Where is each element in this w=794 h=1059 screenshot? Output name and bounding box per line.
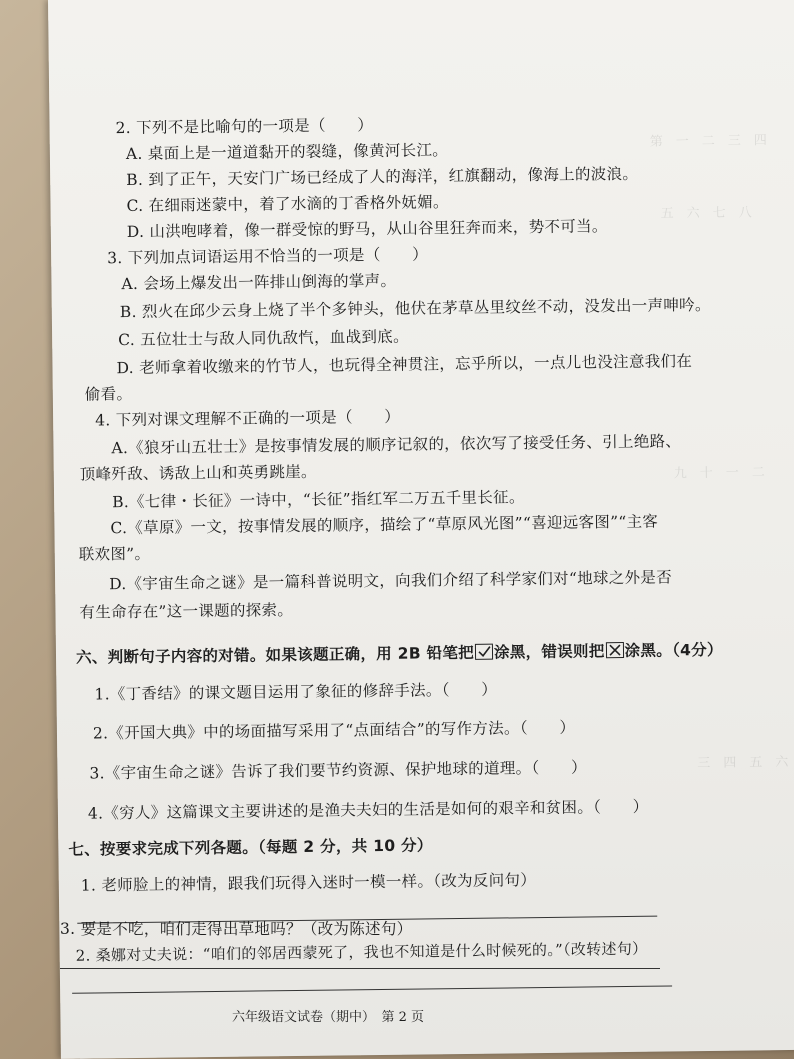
question-3-option-c: C. 五位壮士与敌人同仇敌忾，血战到底。 [118,327,409,350]
exam-page [48,0,794,1059]
section-6-title-part3: 涂黑。（4分） [624,640,723,661]
section-7-item-3: 3. 要是不吃，咱们走得出草地吗？（改为陈述句） [60,920,413,938]
question-3-option-d-line2: 偷看。 [84,385,133,404]
section-6-title [76,638,723,668]
question-2-option-a: A. 桌面上是一道道黏开的裂缝，像黄河长江。 [125,141,449,164]
answer-line-3[interactable] [60,968,660,969]
page-footer: 六年级语文试卷（期中） 第 2 页 [232,1010,425,1025]
question-3-stem: 3. 下列加点词语运用不恰当的一项是（ ） [107,245,429,268]
section-6-item-2: 2.《开国大典》中的场面描写采用了“点面结合”的写作方法。（ ） [92,718,576,743]
section-7-title: 七、按要求完成下列各题。（每题 2 分，共 10 分） [68,836,433,859]
question-4-option-c-line1: C.《草原》一文，按事情发展的顺序，描绘了“草原风光图”“喜迎远客图”“主客 [110,512,659,538]
bleed-through: 五 六 七 八 [660,205,752,222]
question-2-option-b: B. 到了正午，天安门广场已经成了人的海洋，红旗翻动，像海上的波浪。 [126,164,639,190]
bleed-through: 第 一 二 三 四 [649,133,767,150]
question-4-option-d-line1: D.《宇宙生命之谜》是一篇科普说明文，向我们介绍了科学家们对“地球之外是否 [109,568,673,594]
section-6-title-part1: 六、判断句子内容的对错。如果该题正确，用 2B 铅笔把 [75,643,475,667]
bleed-through: 三 四 五 六 [697,755,789,772]
question-3-option-d-line1: D. 老师拿着收缴来的竹节人，也玩得全神贯注，忘乎所以，一点儿也没注意我们在 [116,352,693,378]
cross-box-icon [605,642,623,658]
section-7-item-2: 2. 桑娜对丈夫说：“咱们的邻居西蒙死了，我也不知道是什么时候死的。”（改转述句） [75,939,648,965]
question-4-option-b: B.《七律・长征》一诗中，“长征”指红军二万五千里长征。 [112,488,525,512]
question-2-option-d: D. 山洪咆哮着，像一群受惊的野马，从山谷里狂奔而来，势不可当。 [126,217,608,242]
bleed-through: 九 十 一 二 [673,465,765,482]
section-6-item-1: 1.《丁香结》的课文题目运用了象征的修辞手法。（ ） [94,680,498,704]
question-4-option-c-line2: 联欢图”。 [78,544,151,564]
question-2-stem: 2. 下列不是比喻句的一项是（ ） [115,116,374,138]
question-4-option-a-line1: A.《狼牙山五壮士》是按事情发展的顺序记叙的，依次写了接受任务、引上绝路、 [111,432,682,458]
question-3-option-b: B. 烈火在邱少云身上烧了半个多钟头，他伏在茅草丛里纹丝不动，没发出一声呻吟。 [119,295,711,322]
question-3-option-a: A. 会场上爆发出一阵排山倒海的掌声。 [121,271,397,294]
question-4-option-d-line2: 有生命存在”这一课题的探索。 [79,601,294,622]
section-6-item-3: 3.《宇宙生命之谜》告诉了我们要节约资源、保护地球的道理。（ ） [89,758,587,783]
answer-line-2[interactable] [72,985,672,993]
section-7-item-1: 1. 老师脸上的神情，跟我们玩得入迷时一模一样。（改为反问句） [80,871,537,895]
section-6-item-4: 4.《穷人》这篇课文主要讲述的是渔夫夫妇的生活是如何的艰辛和贫困。（ ） [87,797,649,823]
section-6-title-part2: 涂黑，错误则把 [493,642,605,662]
check-box-icon [475,644,493,660]
question-4-option-a-line2: 顶峰歼敌、诱敌上山和英勇跳崖。 [79,462,317,484]
question-4-stem: 4. 下列对课文理解不正确的一项是（ ） [95,407,401,430]
question-2-option-c: C. 在细雨迷蒙中，着了水滴的丁香格外妩媚。 [126,193,449,216]
